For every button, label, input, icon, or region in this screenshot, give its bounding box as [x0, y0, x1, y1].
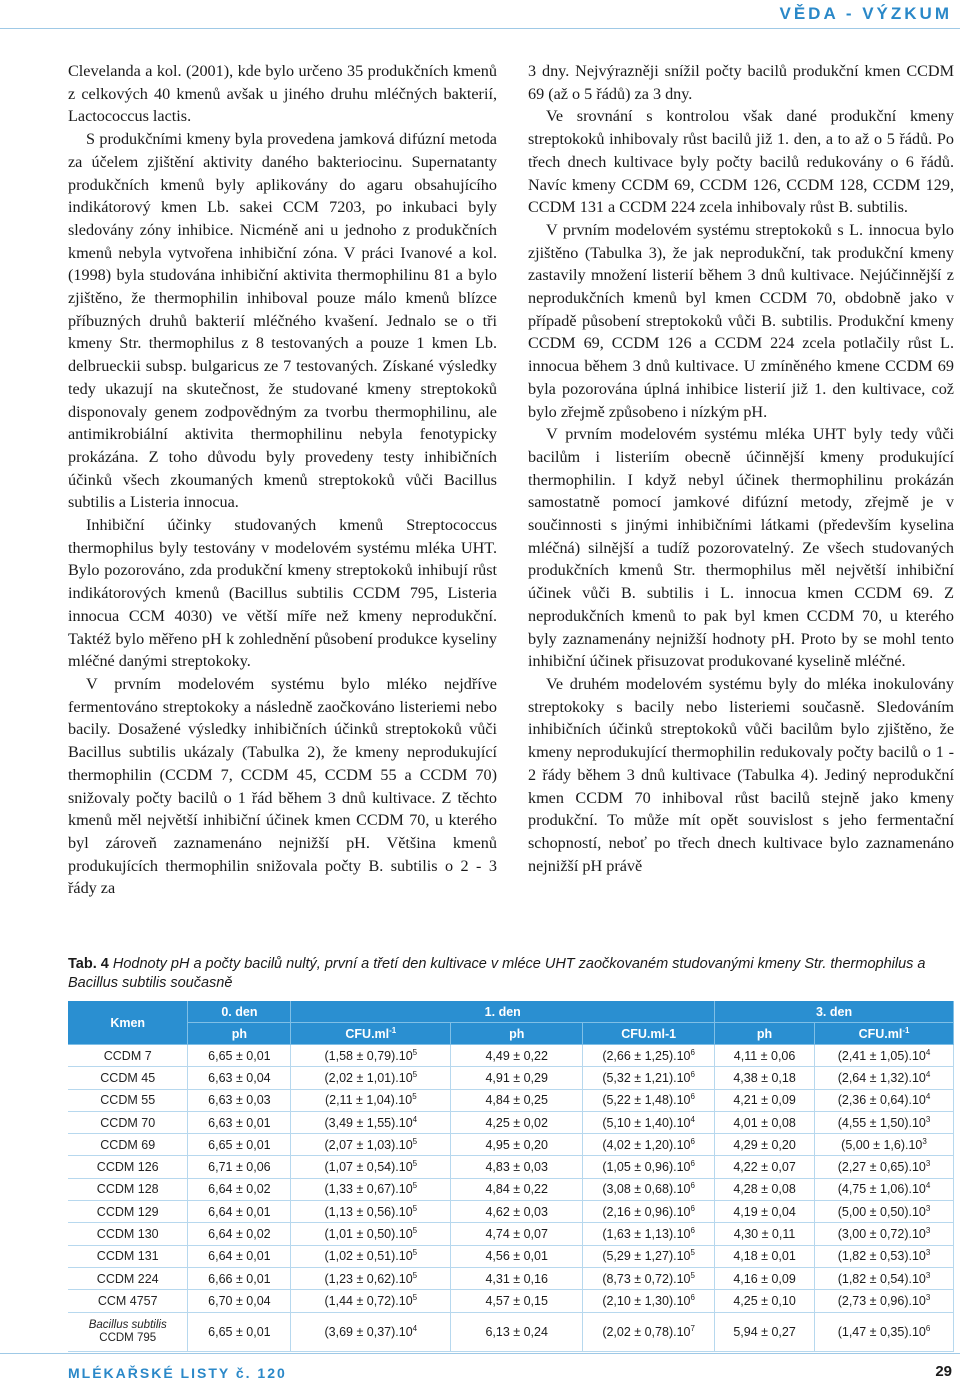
paragraph: V prvním modelovém systému mléka UHT byly tedy vůči bacilům i listeriím obecně účinnější kmeny produkující thermophilin. I když nebyl účinek thermophilinu prokázán samostatně pomocí jamkové difúzní metody, zřejmě je v součinnosti s jinými inhibičními látkami (především kyselina mléčná) silnější a tudíž pozorovatelný. Ze všech studovaných produkčních kmenů Str. thermophilus měl největší inhibiční účinek vůči B. subtilis i L. innocua kmen CCDM 69. Z neprodukčních kmenů to pak byl kmen CCDM 70, u kterého byly zaznamenány nejnižší hodnoty pH. Proto by se mohl tento inhibiční účinek přisuzovat produkované kyselině mléčné.	[528, 425, 954, 671]
journal-name: MLÉKAŘSKÉ LISTY č. 120	[68, 1365, 287, 1381]
paragraph: S produkčními kmeny byla provedena jamková difúzní metoda za účelem zjištění aktivity daného bakteriocinu. Supernatanty produkčních kmenů byly aplikovány do agaru obsahujícího indikátorový kmen Lb. sakei CCM 7203, po inkubaci byly sledovány zóny inhibice. Nicméně ani u jednoho z produkčních kmenů nebyla vytvořena inhibiční zóna. V práci Ivanové a kol. (1998) byla studována inhibiční aktivita thermophilinu 81 a bylo zjištěno, že thermophilin inhiboval pouze málo kmenů blízce příbuzných druhů bakterií mléčného kvašení. Jednalo se o tři kmeny Str. thermophilus z 8 testovaných a pouze 1 kmen Lb. delbrueckii subsp. bulgaricus ze 7 testovaných. Získané výsledky tedy ukazují na skutečnost, že studované kmeny streptokoků disponovaly genem zodpovědným za tvorbu thermophilinu, ale antimikrobiální aktivita thermophilinu nebyla fenotypicky prokázána. Z toho důvodu byly provedeny testy inhibičních účinků všech zkoumaných kmenů streptokoků vůči Bacillus subtilis a Listeria innocua.	[68, 130, 497, 512]
ph-cell: 4,95 ± 0,20	[451, 1134, 583, 1156]
ph-cell: 4,49 ± 0,22	[451, 1045, 583, 1067]
ph-cell: 4,29 ± 0,20	[715, 1134, 815, 1156]
cfu-cell: $(1,02 \pm 0,51).10^5$	[291, 1245, 451, 1267]
ph-cell: 6,64 ± 0,01	[188, 1245, 291, 1267]
table-row	[68, 1201, 954, 1223]
cfu-cell: $(3,00 \pm 0,72).10^3$	[815, 1223, 954, 1245]
ph-cell: 4,28 ± 0,08	[715, 1178, 815, 1200]
ph-cell: 6,64 ± 0,02	[188, 1178, 291, 1200]
cfu-cell: $(8,73 \pm 0,72).10^5$	[583, 1267, 715, 1289]
paragraph: Ve srovnání s kontrolou však dané produkční kmeny streptokoků inhibovaly růst bacilů již 1. den, a to až o 5 řádů. Po třech dnech kultivace byly počty bacilů redukovány o 6 řádů. Navíc kmeny CCDM 69, CCDM 126, CCDM 128, CCDM 129, CCDM 131 a CCDM 224 zcela inhibovaly růst B. subtilis.	[528, 107, 954, 217]
kmen-cell: CCDM 45	[68, 1067, 188, 1089]
kmen-cell: CCM 4757	[68, 1290, 188, 1312]
ph-cell: 4,18 ± 0,01	[715, 1245, 815, 1267]
cfu-cell: $(4,02 \pm 1,20).10^6$	[583, 1134, 715, 1156]
ph-cell: 6,70 ± 0,04	[188, 1290, 291, 1312]
cfu-cell: $(2,64 \pm 1,32).10^4$	[815, 1067, 954, 1089]
footer-rule	[0, 1353, 960, 1354]
caption-text: Hodnoty pH a počty bacilů nultý, první a třetí den kultivace v mléce UHT zaočkovaném studovanými kmeny Str. thermophilus a Bacillus subtilis současně	[68, 956, 926, 991]
cfu-cell: $(4,55 \pm 1,50).10^3$	[815, 1111, 954, 1133]
cfu-cell: $(1,05 \pm 0,96).10^6$	[583, 1156, 715, 1178]
header-kmen: Kmen	[68, 1001, 188, 1045]
ph-cell: 4,38 ± 0,18	[715, 1067, 815, 1089]
header-ph: ph	[715, 1023, 815, 1045]
cfu-cell: $(2,02 \pm 0,78).10^7$	[583, 1312, 715, 1351]
header-ph: ph	[188, 1023, 291, 1045]
cfu-cell: $(4,75 \pm 1,06).10^4$	[815, 1178, 954, 1200]
paragraph: V prvním modelovém systému streptokoků s L. innocua bylo zjištěno (Tabulka 3), že jak neprodukční, tak produkční kmeny zastavily množení listerií během 3 dnů kultivace. Nejúčinnější z neprodukčních kmenů byl kmen CCDM 70, obdobně jako v případě působení streptokoků vůči B. subtilis. Produkční kmeny CCDM 69, CCDM 126 a CCDM 224 zcela potlačily růst L. innocua během 3 dnů kultivace. U zmíněného kmene CCDM 69 byla pozorována úplná inhibice listerií již 1. den kultivace, což bylo zřejmě způsobeno i nízkým pH.	[528, 220, 954, 421]
cfu-cell: $(2,11 \pm 1,04).10^5$	[291, 1089, 451, 1111]
table-row	[68, 1223, 954, 1245]
table-row	[68, 1111, 954, 1133]
kmen-cell: CCDM 131	[68, 1245, 188, 1267]
paragraph: Clevelanda a kol. (2001), kde bylo určeno 35 produkčních kmenů z celkových 40 kmenů avšak u jiného druhu mléčných bakterií, Lactococcus lactis.	[68, 62, 497, 126]
cfu-cell: $(1,07 \pm 0,54).10^5$	[291, 1156, 451, 1178]
ph-cell: 4,21 ± 0,09	[715, 1089, 815, 1111]
kmen-cell: CCDM 130	[68, 1223, 188, 1245]
ph-cell: 4,25 ± 0,10	[715, 1290, 815, 1312]
cfu-cell: $(2,41 \pm 1,05).10^4$	[815, 1045, 954, 1067]
paragraph: V prvním modelovém systému bylo mléko nejdříve fermentováno streptokoky a následně zaočkováno listeriemi nebo bacily. Dosažené výsledky inhibičních účinků streptokoků vůči Bacillus subtilis ukázaly (Tabulka 2), že kmeny neprodukující thermophilin (CCDM 7, CCDM 45, CCDM 55 a CCDM 70) snižovaly počty bacilů o 1 řád během 3 dnů kultivace. Z těchto kmenů měl největší inhibiční účinek kmen CCDM 70, u kterého byl zároveň zaznamenáno nejnižší pH. Většina kmenů produkujících thermophilin snižovala počty B. subtilis o 2 - 3 řády za	[68, 674, 497, 898]
cfu-cell: $(1,33 \pm 0,67).10^5$	[291, 1178, 451, 1200]
ph-cell: 4,84 ± 0,25	[451, 1089, 583, 1111]
table-row	[68, 1089, 954, 1111]
cfu-cell: $(5,10 \pm 1,40).10^4$	[583, 1111, 715, 1133]
cfu-cell: $(3,49 \pm 1,55).10^4$	[291, 1111, 451, 1133]
section-header: VĚDA - VÝZKUM	[779, 4, 952, 23]
ph-cell: 4,84 ± 0,22	[451, 1178, 583, 1200]
caption-label: Tab. 4	[68, 956, 109, 972]
table-row	[68, 1156, 954, 1178]
header-rule	[0, 28, 960, 29]
header-cfu: $CFU.ml^{-1}$	[815, 1023, 954, 1045]
ph-cell: 6,65 ± 0,01	[188, 1134, 291, 1156]
kmen-cell: CCDM 69	[68, 1134, 188, 1156]
ph-cell: 5,94 ± 0,27	[715, 1312, 815, 1351]
kmen-cell: CCDM 128	[68, 1178, 188, 1200]
paragraph: 3 dny. Nejvýrazněji snížil počty bacilů produkční kmen CCDM 69 (až o 5 řádů) za 3 dny.	[528, 62, 954, 103]
table-row	[68, 1067, 954, 1089]
paragraph: Ve druhém modelovém systému byly do mléka inokulovány streptokoky s bacily nebo listeriemi současně. Sledováním inhibičních účinků streptokoků vůči bacilům bylo zjištěno, že kmeny neprodukující thermophilin redukovaly počty bacilů o 1 - 2 řády během 3 dnů kultivace (Tabulka 4). Jediný neprodukční kmen CCDM 70 inhiboval růst bacilů stejně jako kmeny produkční. To může mít opět souvislost s jeho fermentační schopností, neboť po třech dnech kultivace bylo zaznamenáno nejnižší pH právě	[528, 674, 954, 875]
cfu-cell: $(2,36 \pm 0,64).10^4$	[815, 1089, 954, 1111]
header-day0: 0. den	[188, 1001, 291, 1023]
header-day3: 3. den	[715, 1001, 954, 1023]
cfu-cell: $(1,01 \pm 0,50).10^5$	[291, 1223, 451, 1245]
kmen-cell: CCDM 70	[68, 1111, 188, 1133]
cfu-cell: $(1,47 \pm 0,35).10^6$	[815, 1312, 954, 1351]
table-row	[68, 1312, 954, 1351]
cfu-cell: $(5,29 \pm 1,27).10^5$	[583, 1245, 715, 1267]
cfu-cell: $(1,58 \pm 0,79).10^5$	[291, 1045, 451, 1067]
ph-cell: 4,74 ± 0,07	[451, 1223, 583, 1245]
ph-cell: 4,25 ± 0,02	[451, 1111, 583, 1133]
page-number: 29	[935, 1363, 952, 1380]
cfu-cell: $(5,32 \pm 1,21).10^6$	[583, 1067, 715, 1089]
ph-cell: 6,64 ± 0,02	[188, 1223, 291, 1245]
ph-cell: 6,71 ± 0,06	[188, 1156, 291, 1178]
header-day1: 1. den	[291, 1001, 715, 1023]
cfu-cell: $(1,23 \pm 0,62).10^5$	[291, 1267, 451, 1289]
ph-cell: 6,63 ± 0,04	[188, 1067, 291, 1089]
ph-cell: 6,63 ± 0,01	[188, 1111, 291, 1133]
ph-cell: 4,11 ± 0,06	[715, 1045, 815, 1067]
ph-cell: 4,31 ± 0,16	[451, 1267, 583, 1289]
header-cfu: CFU.ml-1	[583, 1023, 715, 1045]
cfu-cell: $(1,63 \pm 1,13).10^6$	[583, 1223, 715, 1245]
cfu-cell: $(1,13 \pm 0,56).10^5$	[291, 1201, 451, 1223]
cfu-cell: $(1,44 \pm 0,72).10^5$	[291, 1290, 451, 1312]
cfu-cell: $(5,22 \pm 1,48).10^6$	[583, 1089, 715, 1111]
cfu-cell: $(1,82 \pm 0,54).10^3$	[815, 1267, 954, 1289]
results-table	[68, 1001, 954, 1352]
ph-cell: 6,13 ± 0,24	[451, 1312, 583, 1351]
cfu-cell: $(5,00 \pm 0,50).10^3$	[815, 1201, 954, 1223]
ph-cell: 6,64 ± 0,01	[188, 1201, 291, 1223]
kmen-cell: CCDM 7	[68, 1045, 188, 1067]
right-column	[528, 60, 954, 877]
ph-cell: 6,66 ± 0,01	[188, 1267, 291, 1289]
paragraph: Inhibiční účinky studovaných kmenů Streptococcus thermophilus byly testovány v modelovém systému mléka UHT. Bylo pozorováno, zda produkční kmeny streptokoků inhibují růst indikátorových kmenů (Bacillus subtilis CCDM 795, Listeria innocua CCM 4030) ve větší míře než kmeny neprodukční. Taktéž bylo měřeno pH k zohlednění působení produkce kyseliny mléčné danými streptokoky.	[68, 516, 497, 671]
table-caption	[68, 955, 954, 993]
table-row	[68, 1267, 954, 1289]
cfu-cell: $(2,27 \pm 0,65).10^3$	[815, 1156, 954, 1178]
ph-cell: 4,01 ± 0,08	[715, 1111, 815, 1133]
kmen-cell: Bacillus subtilis CCDM 795	[68, 1312, 188, 1351]
ph-cell: 6,65 ± 0,01	[188, 1312, 291, 1351]
cfu-cell: $(2,16 \pm 0,96).10^6$	[583, 1201, 715, 1223]
header-cfu: $CFU.ml^{-1}$	[291, 1023, 451, 1045]
cfu-cell: $(5,00 \pm 1,6).10^3$	[815, 1134, 954, 1156]
kmen-cell: CCDM 224	[68, 1267, 188, 1289]
cfu-cell: $(2,02 \pm 1,01).10^5$	[291, 1067, 451, 1089]
ph-cell: 4,57 ± 0,15	[451, 1290, 583, 1312]
ph-cell: 4,56 ± 0,01	[451, 1245, 583, 1267]
ph-cell: 4,16 ± 0,09	[715, 1267, 815, 1289]
ph-cell: 6,65 ± 0,01	[188, 1045, 291, 1067]
ph-cell: 4,91 ± 0,29	[451, 1067, 583, 1089]
ph-cell: 4,83 ± 0,03	[451, 1156, 583, 1178]
ph-cell: 4,62 ± 0,03	[451, 1201, 583, 1223]
ph-cell: 6,63 ± 0,03	[188, 1089, 291, 1111]
cfu-cell: $(3,69 \pm 0,37).10^4$	[291, 1312, 451, 1351]
cfu-cell: $(2,66 \pm 1,25).10^6$	[583, 1045, 715, 1067]
ph-cell: 4,22 ± 0,07	[715, 1156, 815, 1178]
table-row	[68, 1045, 954, 1067]
table-row	[68, 1245, 954, 1267]
cfu-cell: $(2,10 \pm 1,30).10^6$	[583, 1290, 715, 1312]
cfu-cell: $(1,82 \pm 0,53).10^3$	[815, 1245, 954, 1267]
cfu-cell: $(3,08 \pm 0,68).10^6$	[583, 1178, 715, 1200]
cfu-cell: $(2,07 \pm 1,03).10^5$	[291, 1134, 451, 1156]
table-row	[68, 1290, 954, 1312]
cfu-cell: $(2,73 \pm 0,96).10^3$	[815, 1290, 954, 1312]
kmen-cell: CCDM 129	[68, 1201, 188, 1223]
ph-cell: 4,30 ± 0,11	[715, 1223, 815, 1245]
ph-cell: 4,19 ± 0,04	[715, 1201, 815, 1223]
table-row	[68, 1134, 954, 1156]
left-column	[68, 60, 497, 900]
table-row	[68, 1178, 954, 1200]
kmen-cell: CCDM 55	[68, 1089, 188, 1111]
header-ph: ph	[451, 1023, 583, 1045]
kmen-cell: CCDM 126	[68, 1156, 188, 1178]
